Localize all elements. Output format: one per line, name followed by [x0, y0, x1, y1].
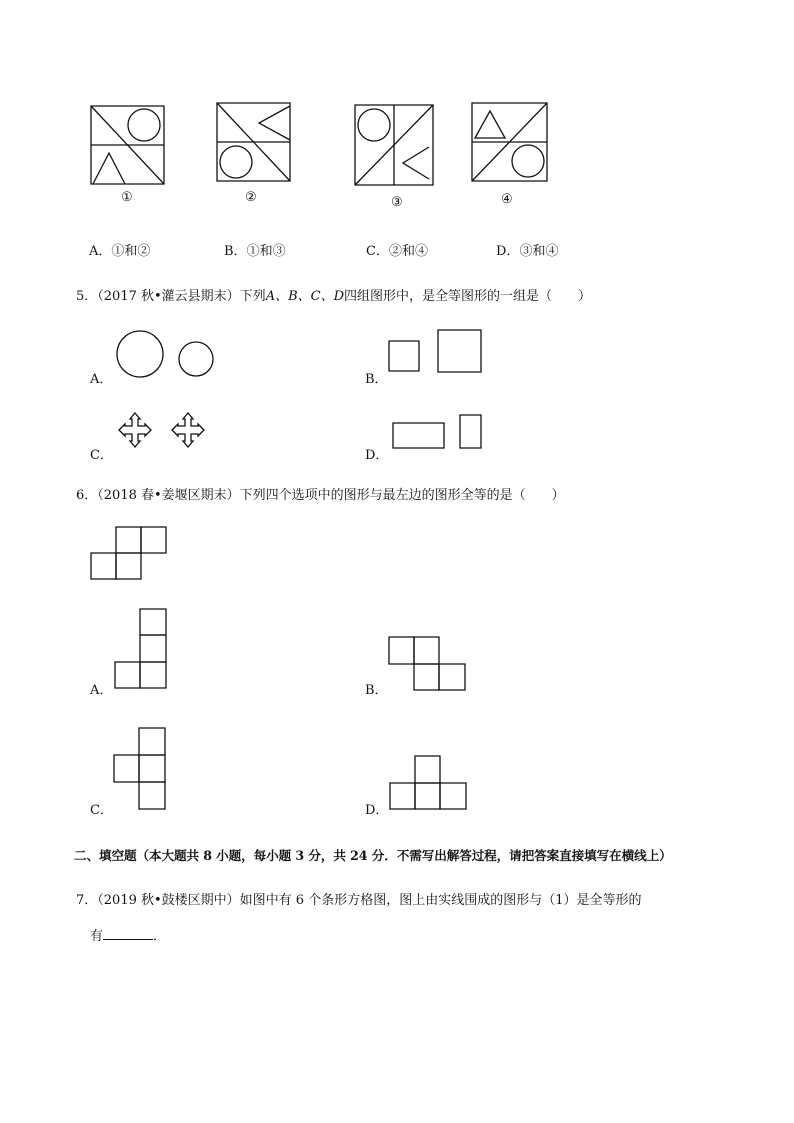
question-number: 7．	[76, 893, 98, 908]
option-letter: B．	[224, 244, 247, 259]
q6-figure-c	[113, 727, 169, 811]
q6-figure-b	[388, 636, 468, 692]
q4-figure-label-2: ②	[245, 190, 257, 205]
option-text: ②和④	[388, 244, 428, 259]
question-source: （2019 秋•鼓楼区期中）	[97, 893, 240, 908]
q4-figure-4	[472, 103, 547, 181]
q4-option-c[interactable]	[366, 244, 428, 260]
option-letter: D．	[496, 244, 520, 259]
stem-text: 四组图形中，是全等图形的一组是（ ）	[344, 289, 592, 304]
q4-figure-label-4: ④	[501, 192, 513, 207]
q4-figure-label-1: ①	[121, 190, 133, 205]
q7-answer-line	[90, 927, 166, 945]
answer-blank[interactable]	[103, 927, 153, 940]
q6-option-c[interactable]: C．	[90, 803, 113, 818]
q4-option-a[interactable]	[89, 244, 150, 260]
q5-option-c[interactable]: C．	[90, 448, 113, 463]
q5-option-b[interactable]: B．	[365, 372, 388, 387]
q4-option-b[interactable]	[224, 244, 286, 260]
q6-option-d[interactable]: D．	[365, 803, 389, 818]
q5-figure-a	[116, 330, 216, 380]
stem-text: 下列四个选项中的图形与最左边的图形全等的是（ ）	[239, 488, 565, 503]
q6-stem	[76, 488, 565, 504]
q7-stem	[76, 893, 641, 909]
q6-option-a[interactable]: A．	[90, 683, 113, 698]
q6-reference-figure	[90, 526, 168, 580]
option-text: ①和②	[111, 244, 151, 259]
answer-prefix: 有	[90, 929, 104, 944]
q4-figure-3	[355, 105, 433, 185]
q5-stem	[76, 289, 591, 305]
question-number: 6．	[76, 488, 98, 503]
option-letter: A．	[89, 244, 112, 259]
stem-text: 如图中有 6 个条形方格图，图上由实线围成的图形与（1）是全等形的	[239, 893, 642, 908]
q6-figure-a	[114, 608, 170, 690]
question-source: （2018 春•姜堰区期末）	[97, 488, 240, 503]
q4-figure-label-3: ③	[391, 195, 403, 210]
q4-option-d[interactable]	[496, 244, 558, 260]
stem-text: 下列	[239, 289, 266, 304]
option-letter: C．	[366, 244, 389, 259]
q5-option-a[interactable]: A．	[90, 372, 113, 387]
option-text: ①和③	[246, 244, 286, 259]
q5-figure-c	[114, 412, 214, 448]
question-source: （2017 秋•灌云县期末）	[97, 289, 240, 304]
q6-option-b[interactable]: B．	[365, 683, 388, 698]
q5-figure-d	[392, 414, 484, 450]
section-heading: 二、填空题（本大题共 8 小题，每小题 3 分，共 24 分．不需写出解答过程，请把答案直接填写在横线上）	[74, 848, 672, 863]
question-number: 5．	[76, 289, 98, 304]
q4-figure-2	[217, 103, 290, 181]
option-text: ③和④	[519, 244, 559, 259]
q5-option-d[interactable]: D．	[365, 448, 389, 463]
q4-figure-1	[91, 106, 164, 184]
q5-figure-b	[389, 329, 483, 373]
answer-suffix: ．	[153, 929, 167, 944]
q6-figure-d	[389, 755, 469, 811]
stem-vars: A、B、C、D	[265, 289, 344, 304]
